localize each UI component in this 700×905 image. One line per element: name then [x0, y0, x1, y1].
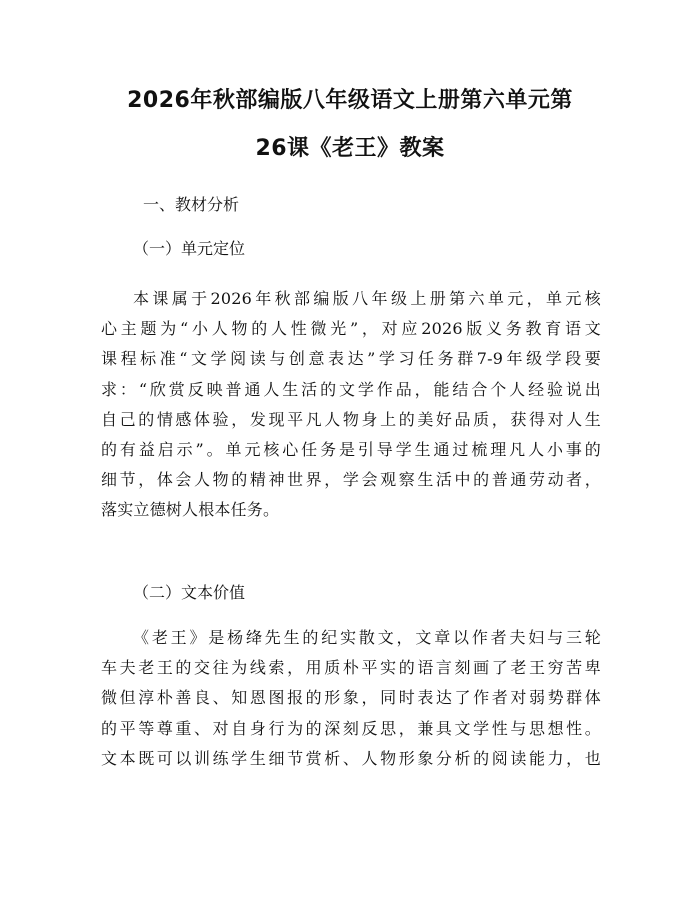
- paragraph-line: 细节，体会人物的精神世界，学会观察生活中的普通劳动者，: [101, 470, 601, 490]
- paragraph-line: 《老王》是杨绛先生的纪实散文，文章以作者夫妇与三轮: [133, 628, 601, 647]
- paragraph-line: 车夫老王的交往为线索，用质朴平实的语言刻画了老王穷苦卑: [101, 658, 601, 678]
- paragraph-line: 微但淳朴善良、知恩图报的形象，同时表达了作者对弱势群体: [101, 688, 601, 708]
- paragraph-line: 自己的情感体验，发现平凡人物身上的美好品质，获得对人生: [101, 409, 601, 429]
- paragraph-line: 本课属于2026年秋部编版八年级上册第六单元，单元核: [133, 289, 601, 308]
- paragraph-line: 求：“欣赏反映普通人生活的文学作品，能结合个人经验说出: [101, 379, 601, 399]
- paragraph-text-value: [101, 623, 601, 774]
- paragraph-line: 的平等尊重、对自身行为的深刻反思，兼具文学性与思想性。: [101, 718, 601, 738]
- paragraph-line: 心主题为“小人物的人性微光”，对应2026版义务教育语文: [101, 319, 601, 339]
- section-heading-teaching-material-analysis: 一、教材分析: [143, 195, 240, 214]
- paragraph-line: 的有益启示”。单元核心任务是引导学生通过梳理凡人小事的: [101, 439, 601, 459]
- paragraph-line: 课程标准“文学阅读与创意表达”学习任务群7-9年级学段要: [101, 349, 601, 369]
- subsection-heading-text-value: （二）文本价值: [133, 583, 246, 602]
- document-title-line-2: 26课《老王》教案: [255, 136, 445, 161]
- document-title-line-1: 2026年秋部编版八年级语文上册第六单元第: [127, 88, 573, 113]
- paragraph-line: 文本既可以训练学生细节赏析、人物形象分析的阅读能力，也: [101, 748, 601, 768]
- subsection-heading-unit-positioning: （一）单元定位: [133, 239, 246, 258]
- paragraph-unit-positioning: [101, 284, 601, 526]
- paragraph-line: 落实立德树人根本任务。: [101, 500, 280, 520]
